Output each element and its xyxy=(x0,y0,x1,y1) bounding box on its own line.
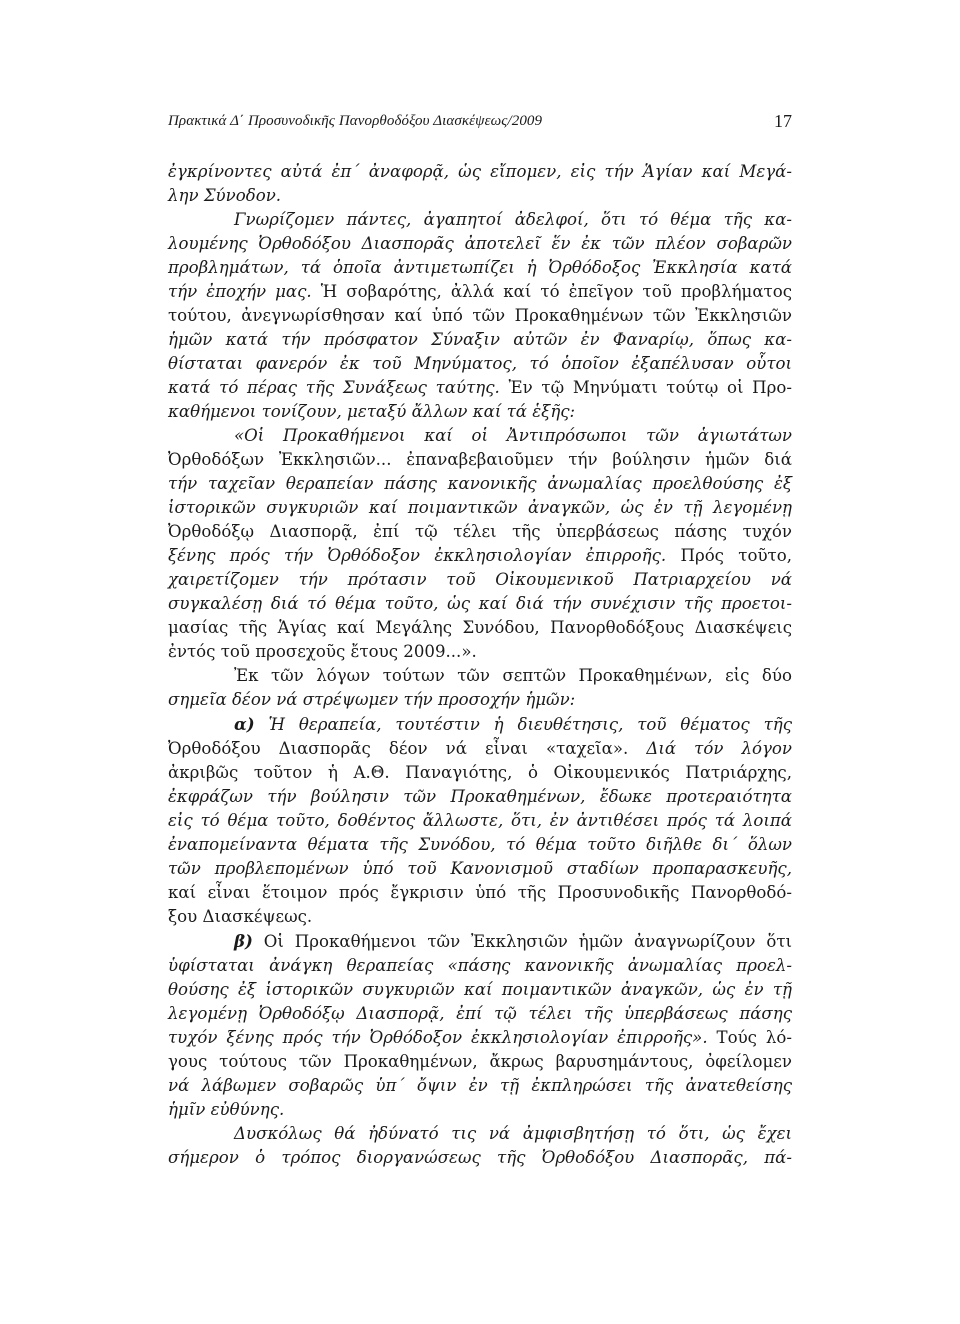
text-line: τῶν προβλεπομένων ὑπό τοῦ Κανονισμοῦ σταδίων προπαρασκευῆς, xyxy=(168,859,792,878)
text-line: ἱστορικῶν συγκυριῶν καί ποιμαντικῶν ἀναγκῶν, ὡς ἐν τῇ λεγομένῃ xyxy=(168,498,792,517)
text-run: τήν ἐποχήν μας. xyxy=(168,282,312,301)
text-line: «Οἱ Προκαθήμενοι καί οἱ Ἀντιπρόσωποι τῶν ἁγιωτάτων xyxy=(234,426,792,445)
text-run: ξένης πρός τήν Ὀρθόδοξον ἐκκλησιολογίαν ἐπιρροῆς. xyxy=(168,546,667,565)
text-line: Ὀρθοδόξων Ἐκκλησιῶν... ἐπαναβεβαιοῦμεν τήν βούλησιν ἡμῶν διά xyxy=(168,450,792,469)
text-line xyxy=(168,280,792,304)
text-line: ὑφίσταται ἀνάγκη θεραπείας «πάσης κανονικῆς ἀνωμαλίας προελ- xyxy=(168,956,792,975)
text-line: Δυσκόλως θά ἠδύνατό τις νά ἀμφισβητήσῃ τό ὅτι, ὡς ἔχει xyxy=(234,1124,792,1143)
text-line: μασίας τῆς Ἁγίας καί Μεγάλης Συνόδου, Πανορθοδόξους Διασκέψεις xyxy=(168,618,792,637)
text-line: εἰς τό θέμα τοῦτο, δοθέντος ἄλλωστε, ὅτι, ἐν ἀντιθέσει πρός τά λοιπά xyxy=(168,811,792,830)
text-line: ξου Διασκέψεως. xyxy=(168,907,313,926)
text-line: σημεῖα δέον νά στρέψωμεν τήν προσοχήν ἡμῶν: xyxy=(168,690,576,709)
text-line xyxy=(168,737,792,761)
text-run: κατά τό πέρας τῆς Συνάξεως ταύτης. xyxy=(168,378,500,397)
text-run: Πρός τοῦτο, xyxy=(680,546,792,565)
text-line: λουμένης Ὀρθοδόξου Διασπορᾶς ἀποτελεῖ ἕν ἐκ τῶν πλέον σοβαρῶν xyxy=(168,234,792,253)
text-line xyxy=(168,376,792,400)
text-line: προβλημάτων, τά ὁποῖα ἀντιμετωπίζει ἡ Ὀρθόδοξος Ἐκκλησία κατά xyxy=(168,258,792,277)
text-line: νά λάβωμεν σοβαρῶς ὑπ΄ ὄψιν ἐν τῇ ἐκπληρώσει τῆς ἀνατεθείσης xyxy=(168,1076,792,1095)
text-line: ἡμῶν κατά τήν πρόσφατον Σύναξιν αὐτῶν ἐν Φαναρίῳ, ὅπως κα- xyxy=(168,330,792,349)
point-label-b: β) xyxy=(234,931,253,951)
text-line: τούτου, ἀνεγνωρίσθησαν καί ὑπό τῶν Προκαθημένων τῶν Ἐκκλησιῶν xyxy=(168,306,792,325)
text-line xyxy=(168,544,792,568)
text-run: Ὀρθοδόξου Διασπορᾶς δέον νά εἶναι «ταχεῖα». xyxy=(168,739,629,758)
text-line: τήν ταχεῖαν θεραπείαν πάσης κανονικῆς ἀνωμαλίας προελθούσης ἐξ xyxy=(168,474,792,493)
text-run: τυχόν ξένης πρός τήν Ὀρθόδοξον ἐκκλησιολογίαν ἐπιρροῆς». xyxy=(168,1028,708,1047)
text-run: Οἱ Προκαθήμενοι τῶν Ἐκκλησιῶν ἡμῶν ἀναγνωρίζουν ὅτι xyxy=(263,932,793,951)
text-line: Γνωρίζομεν πάντες, ἀγαπητοί ἀδελφοί, ὅτι τό θέμα τῆς κα- xyxy=(234,210,792,229)
text-line: λην Σύνοδον. xyxy=(168,186,282,205)
text-line: ἐντός τοῦ προσεχοῦς ἔτους 2009...». xyxy=(168,642,477,661)
text-line xyxy=(168,712,792,737)
running-title: Πρακτικά Δ΄ Προσυνοδικῆς Πανορθοδόξου Διασκέψεως/2009 xyxy=(168,113,543,129)
text-line xyxy=(168,929,792,954)
text-line: θούσης ἐξ ἱστορικῶν συγκυριῶν καί ποιμαντικῶν ἀναγκῶν, ὡς ἐν τῇ xyxy=(168,980,792,999)
text-line: σήμερον ὁ τρόπος διοργανώσεως τῆς Ὀρθοδόξου Διασπορᾶς, πά- xyxy=(168,1148,792,1167)
text-run: Τούς λό- xyxy=(716,1028,792,1047)
text-line: θίσταται φανερόν ἐκ τοῦ Μηνύματος, τό ὁποῖον ἐξαπέλυσαν οὗτοι xyxy=(168,354,792,373)
text-line: Ἐκ τῶν λόγων τούτων τῶν σεπτῶν Προκαθημένων, εἰς δύο xyxy=(234,666,792,685)
text-line: Ὀρθοδόξῳ Διασπορᾷ, ἐπί τῷ τέλει τῆς ὑπερβάσεως πάσης τυχόν xyxy=(168,522,792,541)
running-header xyxy=(168,111,792,135)
text-run: Ἡ θεραπεία, τουτέστιν ἡ διευθέτησις, τοῦ θέματος τῆς xyxy=(268,715,792,734)
text-line: ἡμῖν εὐθύνης. xyxy=(168,1100,285,1119)
body-text xyxy=(168,160,792,1170)
text-line: ἐναπομείναντα θέματα τῆς Συνόδου, τό θέμα τοῦτο διῆλθε δι΄ ὅλων xyxy=(168,835,792,854)
text-line: χαιρετίζομεν τήν πρότασιν τοῦ Οἰκουμενικοῦ Πατριαρχείου νά xyxy=(168,570,792,589)
page-number: 17 xyxy=(774,111,792,131)
text-line: ἐγκρίνοντες αὐτά ἐπ΄ ἀναφορᾷ, ὡς εἴπομεν, εἰς τήν Ἁγίαν καί Μεγά- xyxy=(168,162,792,181)
text-line: γους τούτους τῶν Προκαθημένων, ἄκρως βαρυσημάντους, ὀφείλομεν xyxy=(168,1052,792,1071)
text-line: καθήμενοι τονίζουν, μεταξύ ἄλλων καί τά ἑξῆς: xyxy=(168,402,576,421)
text-line: καί εἶναι ἕτοιμον πρός ἔγκρισιν ὑπό τῆς Προσυνοδικῆς Πανορθοδό- xyxy=(168,883,792,902)
text-line: λεγομένῃ Ὀρθοδόξῳ Διασπορᾷ, ἐπί τῷ τέλει τῆς ὑπερβάσεως πάσης xyxy=(168,1004,792,1023)
text-line: ἀκριβῶς τοῦτον ἡ Α.Θ. Παναγιότης, ὁ Οἰκουμενικός Πατριάρχης, xyxy=(168,763,792,782)
text-run: Ἡ σοβαρότης, ἀλλά καί τό ἐπεῖγον τοῦ προβλήματος xyxy=(320,282,792,301)
text-run: Διά τόν λόγον xyxy=(646,739,792,758)
text-line: ἐκφράζων τήν βούλησιν τῶν Προκαθημένων, ἔδωκε προτεραιότητα xyxy=(168,787,792,806)
point-label-a: α) xyxy=(234,714,255,734)
text-run: Ἐν τῷ Μηνύματι τούτῳ οἱ Προ- xyxy=(508,378,792,397)
text-line xyxy=(168,1026,792,1050)
text-line: συγκαλέσῃ διά τό θέμα τοῦτο, ὡς καί διά τήν συνέχισιν τῆς προετοι- xyxy=(168,594,792,613)
